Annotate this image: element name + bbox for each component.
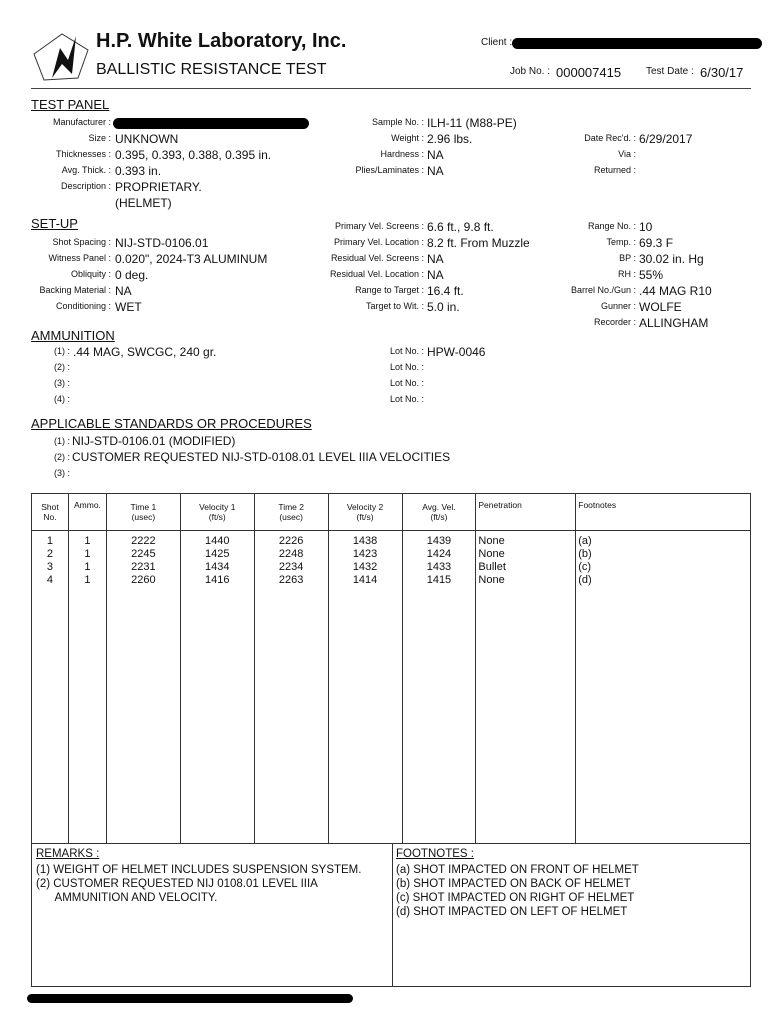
shot-no-cell: 1 2 3 4 xyxy=(32,531,69,845)
primary-vel-screens-value: 6.6 ft., 9.8 ft. xyxy=(427,220,494,234)
table-header-row xyxy=(32,494,751,531)
remark-line-3: AMMUNITION AND VELOCITY. xyxy=(36,892,218,904)
plies-label: Plies/Laminates : xyxy=(355,165,424,175)
test-date-label: Test Date : xyxy=(646,66,694,77)
bp-value: 30.02 in. Hg xyxy=(639,252,704,266)
backing-value: NA xyxy=(115,284,132,298)
target-to-wit-label: Target to Wit. : xyxy=(365,301,424,311)
avg-thick-value: 0.393 in. xyxy=(115,164,162,178)
manufacturer-redaction xyxy=(113,118,309,129)
footnote-line-a: (a) SHOT IMPACTED ON FRONT OF HELMET xyxy=(396,864,639,876)
size-value: UNKNOWN xyxy=(115,132,179,146)
returned-label: Returned : xyxy=(593,165,636,175)
header-penetration: Penetration xyxy=(476,494,576,531)
header-velocity1: Velocity 1 (ft/s) xyxy=(180,494,254,531)
remarks-heading: REMARKS : xyxy=(36,848,100,860)
lab-name: H.P. White Laboratory, Inc. xyxy=(96,30,347,52)
header-shot-no: Shot No. xyxy=(32,494,69,531)
standards-heading: APPLICABLE STANDARDS OR PROCEDURES xyxy=(31,416,312,431)
header-time1: Time 1 (usec) xyxy=(106,494,180,531)
barrel-label: Barrel No./Gun : xyxy=(570,285,636,295)
ammo-3-num: (3) : xyxy=(53,378,70,388)
standard-3-num: (3) : xyxy=(53,468,70,478)
header-footnotes: Footnotes xyxy=(576,494,751,531)
ammunition-heading: AMMUNITION xyxy=(31,328,115,343)
velocity1-cell: 1440 1425 1434 1416 xyxy=(180,531,254,845)
footnote-line-b: (b) SHOT IMPACTED ON BACK OF HELMET xyxy=(396,878,631,890)
size-label: Size : xyxy=(88,133,111,143)
shot-data-table xyxy=(31,493,751,844)
gunner-value: WOLFE xyxy=(639,300,682,314)
rh-value: 55% xyxy=(639,268,664,282)
primary-vel-screens-label: Primary Vel. Screens : xyxy=(334,221,424,231)
residual-vel-location-label: Residual Vel. Location : xyxy=(329,269,424,279)
footnote-line-c: (c) SHOT IMPACTED ON RIGHT OF HELMET xyxy=(396,892,635,904)
standard-1-num: (1) : xyxy=(53,436,70,446)
remarks-footnotes-box xyxy=(31,843,751,987)
remark-line-1: (1) WEIGHT OF HELMET INCLUDES SUSPENSION SYSTEM. xyxy=(36,864,362,876)
plies-value: NA xyxy=(427,164,444,178)
job-number: 000007415 xyxy=(556,65,622,80)
client-redaction xyxy=(512,38,762,49)
test-panel-heading: TEST PANEL xyxy=(31,97,110,112)
description-label: Description : xyxy=(60,181,111,191)
signature-redaction xyxy=(27,994,353,1003)
setup-heading: SET-UP xyxy=(31,216,78,231)
footnote-line-d: (d) SHOT IMPACTED ON LEFT OF HELMET xyxy=(396,906,628,918)
lab-logo xyxy=(32,28,90,84)
ammo-1-lot: HPW-0046 xyxy=(427,345,486,359)
avg-thick-label: Avg. Thick. : xyxy=(61,165,111,175)
header-ammo: Ammo. xyxy=(68,494,106,531)
ammo-1-desc: .44 MAG, SWCGC, 240 gr. xyxy=(73,345,217,359)
range-to-target-label: Range to Target : xyxy=(355,285,424,295)
footnotes-heading: FOOTNOTES : xyxy=(396,848,474,860)
test-type: BALLISTIC RESISTANCE TEST xyxy=(96,61,327,78)
standard-2-text: CUSTOMER REQUESTED NIJ-STD-0108.01 LEVEL IIIA VELOCITIES xyxy=(72,450,451,464)
barrel-value: .44 MAG R10 xyxy=(639,284,712,298)
weight-value: 2.96 lbs. xyxy=(427,132,473,146)
rh-label: RH : xyxy=(618,269,636,279)
range-no-value: 10 xyxy=(639,220,653,234)
residual-vel-location-value: NA xyxy=(427,268,444,282)
thicknesses-label: Thicknesses : xyxy=(55,149,111,159)
bp-label: BP : xyxy=(619,253,636,263)
header-time2: Time 2 (usec) xyxy=(254,494,328,531)
description-value-line2: (HELMET) xyxy=(115,196,172,210)
footnote-cell: (a) (b) (c) (d) xyxy=(576,531,751,845)
backing-label: Backing Material : xyxy=(39,285,111,295)
obliquity-label: Obliquity : xyxy=(70,269,111,279)
witness-panel-value: 0.020", 2024-T3 ALUMINUM xyxy=(115,252,268,266)
test-date: 6/30/17 xyxy=(700,65,744,80)
via-label: Via : xyxy=(618,149,636,159)
ammo-1-num: (1) : xyxy=(53,346,70,356)
job-label: Job No. : xyxy=(510,66,551,77)
sample-no-value: ILH-11 (M88-PE) xyxy=(427,116,517,130)
residual-vel-screens-label: Residual Vel. Screens : xyxy=(330,253,424,263)
header-avg-vel: Avg. Vel. (ft/s) xyxy=(402,494,476,531)
hardness-label: Hardness : xyxy=(380,149,424,159)
box-divider xyxy=(392,844,393,986)
sample-no-label: Sample No. : xyxy=(371,117,424,127)
witness-panel-label: Witness Panel : xyxy=(48,253,111,263)
description-value: PROPRIETARY. xyxy=(115,180,202,194)
recorder-label: Recorder : xyxy=(593,317,636,327)
ammo-2-lot-label: Lot No. : xyxy=(389,362,424,372)
primary-vel-location-value: 8.2 ft. From Muzzle xyxy=(427,236,530,250)
residual-vel-screens-value: NA xyxy=(427,252,444,266)
range-to-target-value: 16.4 ft. xyxy=(427,284,464,298)
header-velocity2: Velocity 2 (ft/s) xyxy=(328,494,402,531)
recorder-value: ALLINGHAM xyxy=(639,316,709,330)
standard-1-text: NIJ-STD-0106.01 (MODIFIED) xyxy=(72,434,236,448)
conditioning-value: WET xyxy=(115,300,142,314)
temp-value: 69.3 F xyxy=(639,236,674,250)
weight-label: Weight : xyxy=(391,133,424,143)
time2-cell: 2226 2248 2234 2263 xyxy=(254,531,328,845)
avg-vel-cell: 1439 1424 1433 1415 xyxy=(402,531,476,845)
standard-2-num: (2) : xyxy=(53,452,70,462)
time1-cell: 2222 2245 2231 2260 xyxy=(106,531,180,845)
penetration-cell: None None Bullet None xyxy=(476,531,576,845)
ammo-cell: 1 1 1 1 xyxy=(68,531,106,845)
ammo-4-lot-label: Lot No. : xyxy=(389,394,424,404)
conditioning-label: Conditioning : xyxy=(55,301,111,311)
temp-label: Temp. : xyxy=(606,237,636,247)
thicknesses-value: 0.395, 0.393, 0.388, 0.395 in. xyxy=(115,148,272,162)
ammo-2-num: (2) : xyxy=(53,362,70,372)
manufacturer-label: Manufacturer : xyxy=(52,117,111,127)
hardness-value: NA xyxy=(427,148,444,162)
shot-spacing-value: NIJ-STD-0106.01 xyxy=(115,236,209,250)
primary-vel-location-label: Primary Vel. Location : xyxy=(333,237,424,247)
date-recd-value: 6/29/2017 xyxy=(639,132,693,146)
table-row xyxy=(32,531,751,845)
ammo-4-num: (4) : xyxy=(53,394,70,404)
range-no-label: Range No. : xyxy=(587,221,636,231)
obliquity-value: 0 deg. xyxy=(115,268,149,282)
gunner-label: Gunner : xyxy=(600,301,636,311)
ammo-1-lot-label: Lot No. : xyxy=(389,346,424,356)
header-divider xyxy=(31,88,751,89)
shot-spacing-label: Shot Spacing : xyxy=(52,237,111,247)
velocity2-cell: 1438 1423 1432 1414 xyxy=(328,531,402,845)
ammo-3-lot-label: Lot No. : xyxy=(389,378,424,388)
target-to-wit-value: 5.0 in. xyxy=(427,300,460,314)
date-recd-label: Date Rec'd. : xyxy=(584,133,636,143)
client-label: Client : xyxy=(481,37,513,48)
remark-line-2: (2) CUSTOMER REQUESTED NIJ 0108.01 LEVEL IIIA xyxy=(36,878,318,890)
